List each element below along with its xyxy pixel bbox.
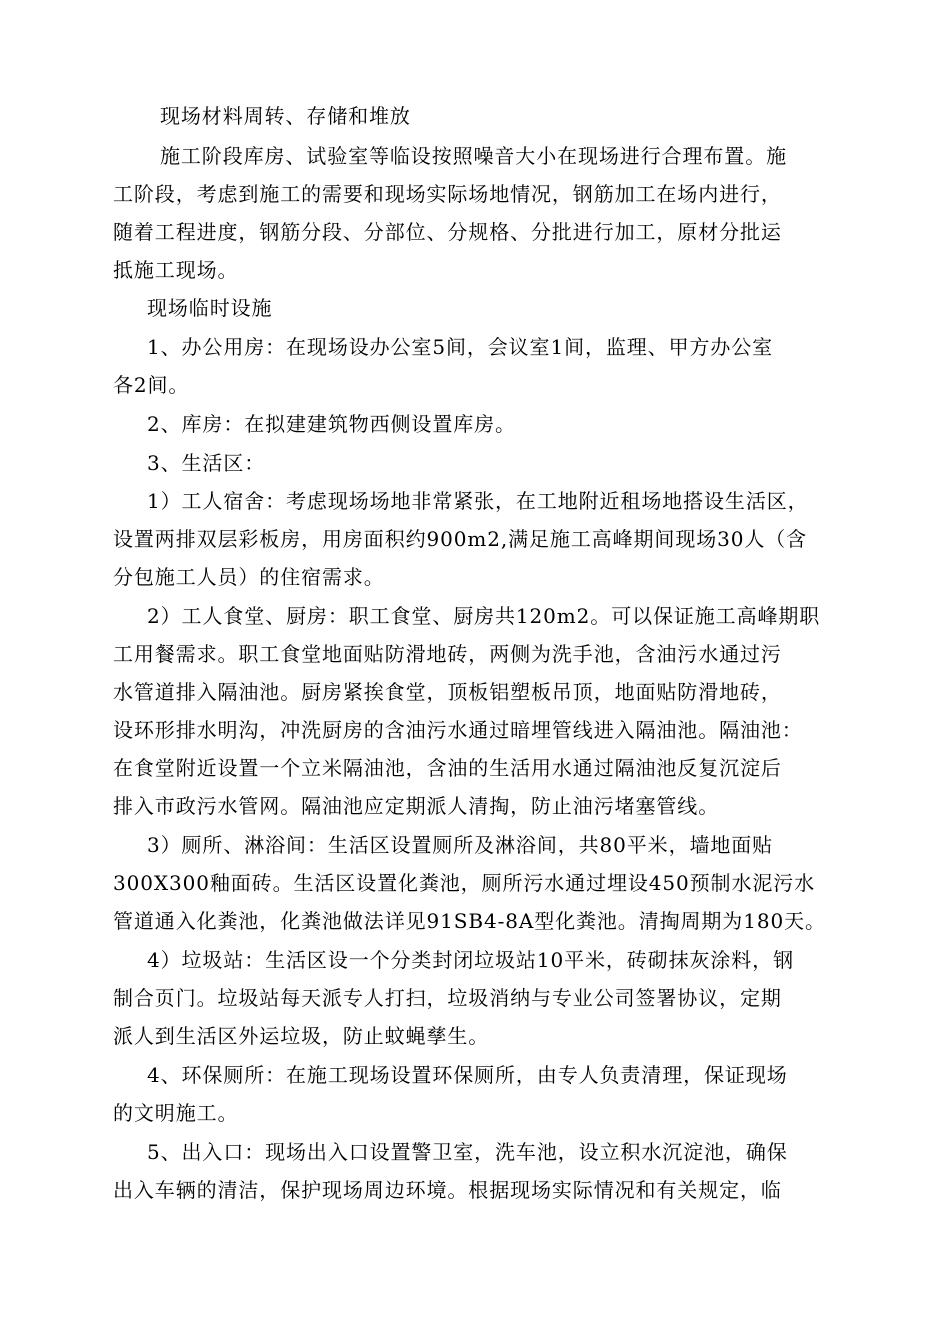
paragraph-line: 制合页门。垃圾站每天派专人打扫，垃圾消纳与专业公司签署协议，定期 [113,986,782,1010]
paragraph-line: 施工阶段库房、试验室等临设按照噪音大小在现场进行合理布置。施 [160,144,787,168]
paragraph-line: 工用餐需求。职工食堂地面贴防滑地砖，两侧为洗手池，含油污水通过污 [113,642,782,666]
section-heading-materials: 现场材料周转、存储和堆放 [160,104,411,128]
paragraph-line: 各2间。 [113,373,190,397]
paragraph-line: 管道通入化粪池，化粪池做法详见91SB4-8A型化粪池。清掏周期为180天。 [113,909,826,933]
sub-item-toilet-shower: 3）厕所、淋浴间：生活区设置厕所及淋浴间，共80平米，墙地面贴 [147,833,774,857]
section-heading-temporary-facilities: 现场临时设施 [147,296,273,320]
paragraph-line: 设置两排双层彩板房，用房面积约900m2,满足施工高峰期间现场30人（含 [113,527,808,551]
list-item-eco-toilet: 4、环保厕所：在施工现场设置环保厕所，由专人负责清理，保证现场 [147,1063,788,1087]
paragraph-line: 在食堂附近设置一个立米隔油池，含油的生活用水通过隔油池反复沉淀后 [113,756,782,780]
paragraph-line: 水管道排入隔油池。厨房紧挨食堂，顶板铝塑板吊顶，地面贴防滑地砖， [113,680,782,704]
paragraph-line: 抵施工现场。 [113,258,239,282]
paragraph-line: 随着工程进度，钢筋分段、分部位、分规格、分批进行加工，原材分批运 [113,220,782,244]
sub-item-garbage-station: 4）垃圾站：生活区设一个分类封闭垃圾站10平米，砖砌抹灰涂料，钢 [147,948,794,972]
list-item-office: 1、办公用房：在现场设办公室5间，会议室1间，监理、甲方办公室 [147,335,774,359]
paragraph-line: 工阶段，考虑到施工的需要和现场实际场地情况，钢筋加工在场内进行， [113,182,782,206]
paragraph-line: 派人到生活区外运垃圾，防止蚊蝇孳生。 [113,1024,490,1048]
paragraph-line: 设环形排水明沟，冲洗厨房的含油污水通过暗埋管线进入隔油池。隔油池： [113,718,803,742]
sub-item-canteen: 2）工人食堂、厨房：职工食堂、厨房共120m2。可以保证施工高峰期职 [147,604,821,628]
paragraph-line: 排入市政污水管网。隔油池应定期派人清掏，防止油污堵塞管线。 [113,794,720,818]
paragraph-line: 分包施工人员）的住宿需求。 [113,565,385,589]
sub-item-dormitory: 1）工人宿舍：考虑现场场地非常紧张，在工地附近租场地搭设生活区， [147,489,809,513]
paragraph-line: 300X300釉面砖。生活区设置化粪池，厕所污水通过埋设450预制水泥污水 [113,871,816,895]
list-item-living-area: 3、生活区： [147,451,266,475]
paragraph-line: 出入车辆的清洁，保护现场周边环境。根据现场实际情况和有关规定，临 [113,1178,782,1202]
list-item-entrance: 5、出入口：现场出入口设置警卫室，洗车池，设立积水沉淀池，确保 [147,1140,788,1164]
list-item-warehouse: 2、库房：在拟建建筑物西侧设置库房。 [147,412,516,436]
paragraph-line: 的文明施工。 [113,1101,239,1125]
